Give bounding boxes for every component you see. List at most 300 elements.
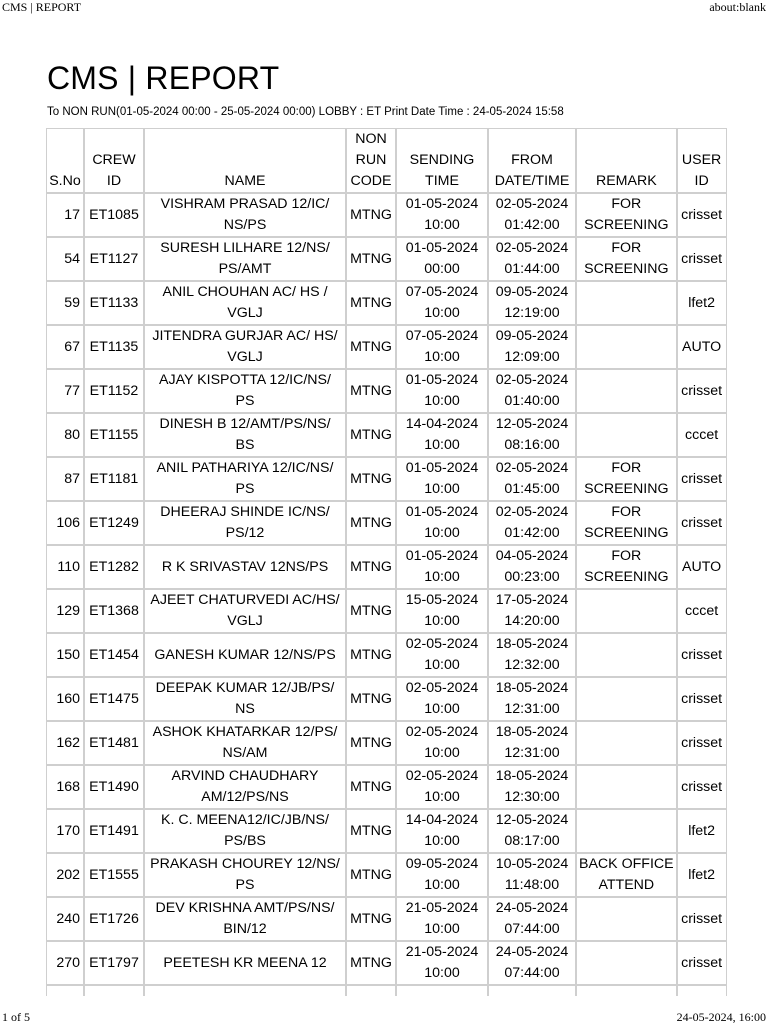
cell-sending-time-line: 01-05-2024 bbox=[405, 372, 479, 388]
cell-sending-time-line: 01-05-2024 bbox=[405, 548, 479, 564]
cell-remark bbox=[576, 809, 677, 853]
cell-user-id: crisset bbox=[677, 677, 727, 721]
continuation-cell bbox=[46, 985, 84, 996]
cell-non-run-code: MTNG bbox=[346, 853, 396, 897]
cell-name-line: AM/12/PS/NS bbox=[201, 789, 289, 805]
cell-name-line: NS bbox=[235, 701, 255, 717]
cell-from-datetime-line: 02-05-2024 bbox=[495, 196, 569, 212]
cell-remark bbox=[576, 897, 677, 941]
cell-from-datetime bbox=[488, 545, 576, 589]
cell-from-datetime-line: 01:42:00 bbox=[504, 217, 560, 233]
cell-sno: 80 bbox=[46, 413, 84, 457]
cell-sending-time-line: 21-05-2024 bbox=[405, 944, 479, 960]
cell-name-line: PS bbox=[235, 393, 255, 409]
cell-name-line: PS/12 bbox=[225, 525, 265, 541]
cell-remark bbox=[576, 677, 677, 721]
cell-user-id: crisset bbox=[677, 501, 727, 545]
cell-from-datetime-line: 08:16:00 bbox=[504, 437, 560, 453]
cell-remark-line: SCREENING bbox=[584, 261, 669, 277]
cell-sending-time bbox=[396, 281, 488, 325]
cell-from-datetime bbox=[488, 589, 576, 633]
continuation-cell bbox=[144, 985, 346, 996]
table-row bbox=[46, 281, 727, 325]
cell-remark bbox=[576, 633, 677, 677]
cell-name-line: AJAY KISPOTTA 12/IC/NS/ bbox=[159, 372, 331, 388]
cell-from-datetime-line: 01:44:00 bbox=[504, 261, 560, 277]
header-non-run-code-line: CODE bbox=[350, 173, 392, 189]
cell-from-datetime-line: 18-05-2024 bbox=[495, 724, 569, 740]
report-table-wrap bbox=[46, 128, 727, 996]
cell-name bbox=[144, 369, 346, 413]
cell-sending-time-line: 10:00 bbox=[424, 393, 460, 409]
cell-name bbox=[144, 633, 346, 677]
cell-from-datetime bbox=[488, 897, 576, 941]
cell-user-id: crisset bbox=[677, 941, 727, 985]
cell-from-datetime-line: 08:17:00 bbox=[504, 833, 560, 849]
cell-remark-line: SCREENING bbox=[584, 569, 669, 585]
cell-sending-time-line: 01-05-2024 bbox=[405, 460, 479, 476]
cell-user-id: crisset bbox=[677, 369, 727, 413]
header-from-datetime-line: DATE/TIME bbox=[494, 173, 570, 189]
table-row bbox=[46, 369, 727, 413]
table-row bbox=[46, 809, 727, 853]
cell-remark bbox=[576, 589, 677, 633]
cell-remark bbox=[576, 457, 677, 501]
cell-non-run-code: MTNG bbox=[346, 193, 396, 237]
cell-sending-time-line: 10:00 bbox=[424, 965, 460, 981]
cell-sending-time bbox=[396, 589, 488, 633]
cell-from-datetime-line: 01:40:00 bbox=[504, 393, 560, 409]
cell-name-line: PS/BS bbox=[224, 833, 266, 849]
header-user-id-line: USER bbox=[681, 152, 722, 168]
continuation-cell bbox=[488, 985, 576, 996]
cell-remark bbox=[576, 237, 677, 281]
cell-from-datetime-line: 01:45:00 bbox=[504, 481, 560, 497]
cell-name-line: GANESH KUMAR 12/NS/PS bbox=[154, 646, 336, 663]
cell-name-line: VGLJ bbox=[227, 349, 263, 365]
report-title: CMS | REPORT bbox=[47, 60, 280, 96]
cell-name-line: DHEERAJ SHINDE IC/NS/ bbox=[160, 504, 330, 520]
cell-remark bbox=[576, 721, 677, 765]
header-user-id bbox=[677, 128, 727, 193]
cell-sno: 17 bbox=[46, 193, 84, 237]
header-remark bbox=[576, 128, 677, 193]
table-row bbox=[46, 677, 727, 721]
cell-from-datetime-line: 12:30:00 bbox=[504, 789, 560, 805]
cell-name bbox=[144, 897, 346, 941]
cell-name-line: JITENDRA GURJAR AC/ HS/ bbox=[152, 328, 338, 344]
cell-remark-line: SCREENING bbox=[584, 525, 669, 541]
cell-user-id: lfet2 bbox=[677, 281, 727, 325]
cell-name-line: PRAKASH CHOUREY 12/NS/ bbox=[150, 856, 340, 872]
cell-sending-time bbox=[396, 237, 488, 281]
cell-crew-id: ET1181 bbox=[84, 457, 144, 501]
cell-non-run-code: MTNG bbox=[346, 325, 396, 369]
print-timestamp: 24-05-2024, 16:00 bbox=[676, 1010, 766, 1024]
cell-from-datetime bbox=[488, 369, 576, 413]
cell-name-line: SURESH LILHARE 12/NS/ bbox=[160, 240, 330, 256]
cell-sending-time-line: 10:00 bbox=[424, 305, 460, 321]
cell-sending-time-line: 02-05-2024 bbox=[405, 724, 479, 740]
cell-name-line: DINESH B 12/AMT/PS/NS/ bbox=[159, 416, 331, 432]
cell-non-run-code: MTNG bbox=[346, 413, 396, 457]
table-row bbox=[46, 897, 727, 941]
table-header-row bbox=[46, 128, 727, 193]
cell-sno: 150 bbox=[46, 633, 84, 677]
cell-sending-time-line: 10:00 bbox=[424, 217, 460, 233]
cell-remark bbox=[576, 765, 677, 809]
cell-sending-time bbox=[396, 765, 488, 809]
cell-from-datetime bbox=[488, 325, 576, 369]
cell-sending-time bbox=[396, 369, 488, 413]
page-indicator: 1 of 5 bbox=[2, 1010, 30, 1024]
cell-from-datetime bbox=[488, 941, 576, 985]
header-crew-id-line: CREW bbox=[92, 152, 136, 168]
header-from-datetime bbox=[488, 128, 576, 193]
cell-sending-time bbox=[396, 545, 488, 589]
table-row bbox=[46, 633, 727, 677]
cell-from-datetime bbox=[488, 853, 576, 897]
header-crew-id-line: ID bbox=[106, 173, 122, 189]
cell-sending-time-line: 02-05-2024 bbox=[405, 636, 479, 652]
cell-name bbox=[144, 809, 346, 853]
cell-sno: 59 bbox=[46, 281, 84, 325]
cell-sno: 202 bbox=[46, 853, 84, 897]
cell-from-datetime bbox=[488, 721, 576, 765]
cell-sno: 270 bbox=[46, 941, 84, 985]
table-row bbox=[46, 853, 727, 897]
cell-sending-time-line: 10:00 bbox=[424, 789, 460, 805]
cell-name bbox=[144, 413, 346, 457]
cell-sending-time-line: 10:00 bbox=[424, 481, 460, 497]
cell-from-datetime bbox=[488, 413, 576, 457]
table-row bbox=[46, 413, 727, 457]
cell-crew-id: ET1135 bbox=[84, 325, 144, 369]
cell-name-line: VGLJ bbox=[227, 305, 263, 321]
cell-user-id: crisset bbox=[677, 765, 727, 809]
continuation-cell bbox=[84, 985, 144, 996]
cell-user-id: crisset bbox=[677, 897, 727, 941]
cell-crew-id: ET1481 bbox=[84, 721, 144, 765]
cell-from-datetime-line: 02-05-2024 bbox=[495, 240, 569, 256]
cell-non-run-code: MTNG bbox=[346, 457, 396, 501]
cell-remark-line: SCREENING bbox=[584, 217, 669, 233]
cell-user-id: crisset bbox=[677, 193, 727, 237]
cell-crew-id: ET1249 bbox=[84, 501, 144, 545]
cell-name bbox=[144, 237, 346, 281]
cell-remark bbox=[576, 501, 677, 545]
cell-name bbox=[144, 325, 346, 369]
cell-non-run-code: MTNG bbox=[346, 501, 396, 545]
cell-from-datetime-line: 12-05-2024 bbox=[495, 812, 569, 828]
cell-from-datetime-line: 04-05-2024 bbox=[495, 548, 569, 564]
header-non-run-code-line: NON bbox=[355, 131, 387, 147]
cell-crew-id: ET1475 bbox=[84, 677, 144, 721]
cell-name bbox=[144, 193, 346, 237]
cell-non-run-code: MTNG bbox=[346, 237, 396, 281]
cell-non-run-code: MTNG bbox=[346, 765, 396, 809]
cell-from-datetime bbox=[488, 193, 576, 237]
cell-from-datetime-line: 10-05-2024 bbox=[495, 856, 569, 872]
report-subtitle: To NON RUN(01-05-2024 00:00 - 25-05-2024 00:00) LOBBY : ET Print Date Time : 24-05-2024 15:58 bbox=[47, 106, 564, 118]
cell-crew-id: ET1454 bbox=[84, 633, 144, 677]
cell-from-datetime-line: 18-05-2024 bbox=[495, 680, 569, 696]
cell-from-datetime bbox=[488, 501, 576, 545]
cell-remark bbox=[576, 325, 677, 369]
table-row bbox=[46, 193, 727, 237]
header-non-run-code-line: RUN bbox=[355, 152, 387, 168]
cell-name bbox=[144, 281, 346, 325]
table-row bbox=[46, 501, 727, 545]
cell-sno: 77 bbox=[46, 369, 84, 413]
cell-name-line: ANIL PATHARIYA 12/IC/NS/ bbox=[156, 460, 334, 476]
cell-sending-time bbox=[396, 809, 488, 853]
cell-from-datetime-line: 12:19:00 bbox=[504, 305, 560, 321]
cell-from-datetime-line: 18-05-2024 bbox=[495, 636, 569, 652]
cell-from-datetime-line: 12:31:00 bbox=[504, 745, 560, 761]
browser-page-title: CMS | REPORT bbox=[2, 0, 82, 14]
cell-non-run-code: MTNG bbox=[346, 545, 396, 589]
cell-from-datetime bbox=[488, 457, 576, 501]
cell-from-datetime-line: 14:20:00 bbox=[504, 613, 560, 629]
cell-from-datetime-line: 12:32:00 bbox=[504, 657, 560, 673]
cell-from-datetime bbox=[488, 633, 576, 677]
cell-name-line: PEETESH KR MEENA 12 bbox=[163, 954, 327, 971]
header-sending-time-line: SENDING bbox=[409, 152, 475, 168]
cell-sending-time bbox=[396, 677, 488, 721]
continuation-cell bbox=[346, 985, 396, 996]
report-table bbox=[46, 128, 727, 996]
cell-name bbox=[144, 589, 346, 633]
cell-sending-time-line: 00:00 bbox=[424, 261, 460, 277]
cell-name bbox=[144, 721, 346, 765]
cell-remark-line: FOR bbox=[611, 196, 642, 212]
cell-user-id: AUTO bbox=[677, 325, 727, 369]
cell-non-run-code: MTNG bbox=[346, 281, 396, 325]
cell-remark-line: FOR bbox=[611, 460, 642, 476]
cell-name-line: AJEET CHATURVEDI AC/HS/ bbox=[150, 592, 340, 608]
cell-name-line: DEV KRISHNA AMT/PS/NS/ bbox=[155, 900, 335, 916]
cell-from-datetime bbox=[488, 237, 576, 281]
table-row bbox=[46, 721, 727, 765]
cell-remark-line: SCREENING bbox=[584, 481, 669, 497]
cell-crew-id: ET1282 bbox=[84, 545, 144, 589]
cell-sending-time bbox=[396, 413, 488, 457]
cell-sending-time-line: 10:00 bbox=[424, 701, 460, 717]
cell-crew-id: ET1155 bbox=[84, 413, 144, 457]
cell-sno: 129 bbox=[46, 589, 84, 633]
cell-from-datetime-line: 02-05-2024 bbox=[495, 372, 569, 388]
cell-non-run-code: MTNG bbox=[346, 589, 396, 633]
cell-sending-time-line: 14-04-2024 bbox=[405, 812, 479, 828]
cell-name-line: DEEPAK KUMAR 12/JB/PS/ bbox=[155, 680, 335, 696]
cell-remark bbox=[576, 193, 677, 237]
cell-name-line: PS bbox=[235, 481, 255, 497]
cell-crew-id: ET1555 bbox=[84, 853, 144, 897]
cell-name-line: K. C. MEENA12/IC/JB/NS/ bbox=[161, 812, 329, 828]
cell-sno: 162 bbox=[46, 721, 84, 765]
cell-crew-id: ET1085 bbox=[84, 193, 144, 237]
cell-sending-time-line: 10:00 bbox=[424, 877, 460, 893]
cell-non-run-code: MTNG bbox=[346, 721, 396, 765]
cell-sending-time bbox=[396, 325, 488, 369]
cell-from-datetime-line: 07:44:00 bbox=[504, 965, 560, 981]
cell-from-datetime-line: 24-05-2024 bbox=[495, 944, 569, 960]
header-sno bbox=[46, 128, 84, 193]
cell-remark bbox=[576, 369, 677, 413]
cell-from-datetime-line: 18-05-2024 bbox=[495, 768, 569, 784]
cell-sno: 87 bbox=[46, 457, 84, 501]
cell-from-datetime bbox=[488, 765, 576, 809]
cell-name bbox=[144, 457, 346, 501]
cell-name bbox=[144, 853, 346, 897]
cell-sno: 168 bbox=[46, 765, 84, 809]
print-footer bbox=[0, 1010, 768, 1025]
header-from-datetime-line: FROM bbox=[511, 152, 553, 168]
cell-crew-id: ET1491 bbox=[84, 809, 144, 853]
cell-sending-time-line: 07-05-2024 bbox=[405, 328, 479, 344]
cell-sending-time-line: 10:00 bbox=[424, 569, 460, 585]
header-name-line: NAME bbox=[224, 173, 266, 189]
cell-sending-time-line: 02-05-2024 bbox=[405, 768, 479, 784]
header-sno-line: S.No bbox=[49, 173, 81, 189]
header-sending-time-line: TIME bbox=[425, 173, 459, 189]
cell-remark bbox=[576, 281, 677, 325]
cell-user-id: cccet bbox=[677, 589, 727, 633]
cell-name-line: ARVIND CHAUDHARY bbox=[171, 768, 319, 784]
cell-sending-time-line: 10:00 bbox=[424, 525, 460, 541]
cell-sending-time-line: 10:00 bbox=[424, 921, 460, 937]
cell-crew-id: ET1368 bbox=[84, 589, 144, 633]
cell-name bbox=[144, 941, 346, 985]
cell-from-datetime-line: 00:23:00 bbox=[504, 569, 560, 585]
table-row-continuation bbox=[46, 985, 727, 996]
cell-name-line: R K SRIVASTAV 12NS/PS bbox=[161, 558, 329, 575]
continuation-cell bbox=[677, 985, 727, 996]
cell-remark-line: ATTEND bbox=[598, 877, 655, 893]
cell-name-line: BIN/12 bbox=[223, 921, 267, 937]
cell-name-line: PS bbox=[235, 877, 255, 893]
cell-sending-time bbox=[396, 853, 488, 897]
cell-non-run-code: MTNG bbox=[346, 633, 396, 677]
cell-non-run-code: MTNG bbox=[346, 809, 396, 853]
cell-sending-time-line: 01-05-2024 bbox=[405, 196, 479, 212]
continuation-cell bbox=[396, 985, 488, 996]
header-non-run-code bbox=[346, 128, 396, 193]
table-row bbox=[46, 545, 727, 589]
cell-sending-time-line: 10:00 bbox=[424, 613, 460, 629]
cell-sending-time-line: 01-05-2024 bbox=[405, 504, 479, 520]
cell-from-datetime-line: 12:31:00 bbox=[504, 701, 560, 717]
cell-from-datetime-line: 12:09:00 bbox=[504, 349, 560, 365]
cell-user-id: crisset bbox=[677, 237, 727, 281]
cell-sno: 110 bbox=[46, 545, 84, 589]
header-name bbox=[144, 128, 346, 193]
table-row bbox=[46, 589, 727, 633]
cell-sno: 170 bbox=[46, 809, 84, 853]
cell-name-line: NS/PS bbox=[223, 217, 267, 233]
cell-crew-id: ET1133 bbox=[84, 281, 144, 325]
cell-from-datetime bbox=[488, 281, 576, 325]
cell-remark bbox=[576, 545, 677, 589]
table-row bbox=[46, 237, 727, 281]
cell-sending-time bbox=[396, 633, 488, 677]
cell-name-line: BS bbox=[235, 437, 255, 453]
cell-from-datetime-line: 02-05-2024 bbox=[495, 504, 569, 520]
table-row bbox=[46, 457, 727, 501]
table-row bbox=[46, 325, 727, 369]
cell-name-line: ASHOK KHATARKAR 12/PS/ bbox=[152, 724, 338, 740]
cell-user-id: crisset bbox=[677, 721, 727, 765]
cell-sending-time-line: 09-05-2024 bbox=[405, 856, 479, 872]
cell-from-datetime-line: 07:44:00 bbox=[504, 921, 560, 937]
cell-sending-time-line: 10:00 bbox=[424, 349, 460, 365]
cell-non-run-code: MTNG bbox=[346, 677, 396, 721]
table-row bbox=[46, 765, 727, 809]
header-crew-id bbox=[84, 128, 144, 193]
cell-remark-line: FOR bbox=[611, 504, 642, 520]
continuation-cell bbox=[576, 985, 677, 996]
cell-crew-id: ET1152 bbox=[84, 369, 144, 413]
cell-name bbox=[144, 677, 346, 721]
cell-sending-time bbox=[396, 193, 488, 237]
cell-remark-line: BACK OFFICE bbox=[579, 856, 674, 872]
cell-remark-line: FOR bbox=[611, 548, 642, 564]
cell-user-id: lfet2 bbox=[677, 809, 727, 853]
cell-non-run-code: MTNG bbox=[346, 941, 396, 985]
cell-sending-time-line: 21-05-2024 bbox=[405, 900, 479, 916]
cell-crew-id: ET1726 bbox=[84, 897, 144, 941]
table-body bbox=[46, 193, 727, 996]
cell-from-datetime-line: 11:48:00 bbox=[504, 877, 560, 893]
cell-remark bbox=[576, 853, 677, 897]
cell-from-datetime-line: 24-05-2024 bbox=[495, 900, 569, 916]
cell-sending-time-line: 02-05-2024 bbox=[405, 680, 479, 696]
cell-from-datetime-line: 01:42:00 bbox=[504, 525, 560, 541]
cell-sno: 160 bbox=[46, 677, 84, 721]
cell-sending-time bbox=[396, 457, 488, 501]
cell-name-line: NS/AM bbox=[222, 745, 268, 761]
cell-name-line: VGLJ bbox=[227, 613, 263, 629]
cell-remark bbox=[576, 941, 677, 985]
cell-name-line: VISHRAM PRASAD 12/IC/ bbox=[160, 196, 330, 212]
cell-sending-time bbox=[396, 501, 488, 545]
table-row bbox=[46, 941, 727, 985]
cell-sending-time bbox=[396, 897, 488, 941]
cell-sending-time-line: 10:00 bbox=[424, 657, 460, 673]
cell-sno: 240 bbox=[46, 897, 84, 941]
cell-name bbox=[144, 501, 346, 545]
cell-from-datetime-line: 09-05-2024 bbox=[495, 328, 569, 344]
cell-user-id: cccet bbox=[677, 413, 727, 457]
cell-from-datetime-line: 09-05-2024 bbox=[495, 284, 569, 300]
cell-crew-id: ET1797 bbox=[84, 941, 144, 985]
cell-non-run-code: MTNG bbox=[346, 897, 396, 941]
cell-sno: 54 bbox=[46, 237, 84, 281]
cell-sno: 67 bbox=[46, 325, 84, 369]
cell-user-id: crisset bbox=[677, 457, 727, 501]
cell-name-line: PS/AMT bbox=[218, 261, 272, 277]
cell-from-datetime bbox=[488, 809, 576, 853]
cell-sending-time-line: 01-05-2024 bbox=[405, 240, 479, 256]
cell-from-datetime bbox=[488, 677, 576, 721]
print-header bbox=[0, 0, 768, 15]
cell-sending-time bbox=[396, 941, 488, 985]
header-user-id-line: ID bbox=[694, 173, 709, 189]
cell-user-id: AUTO bbox=[677, 545, 727, 589]
cell-sending-time-line: 10:00 bbox=[424, 833, 460, 849]
cell-sending-time-line: 14-04-2024 bbox=[405, 416, 479, 432]
